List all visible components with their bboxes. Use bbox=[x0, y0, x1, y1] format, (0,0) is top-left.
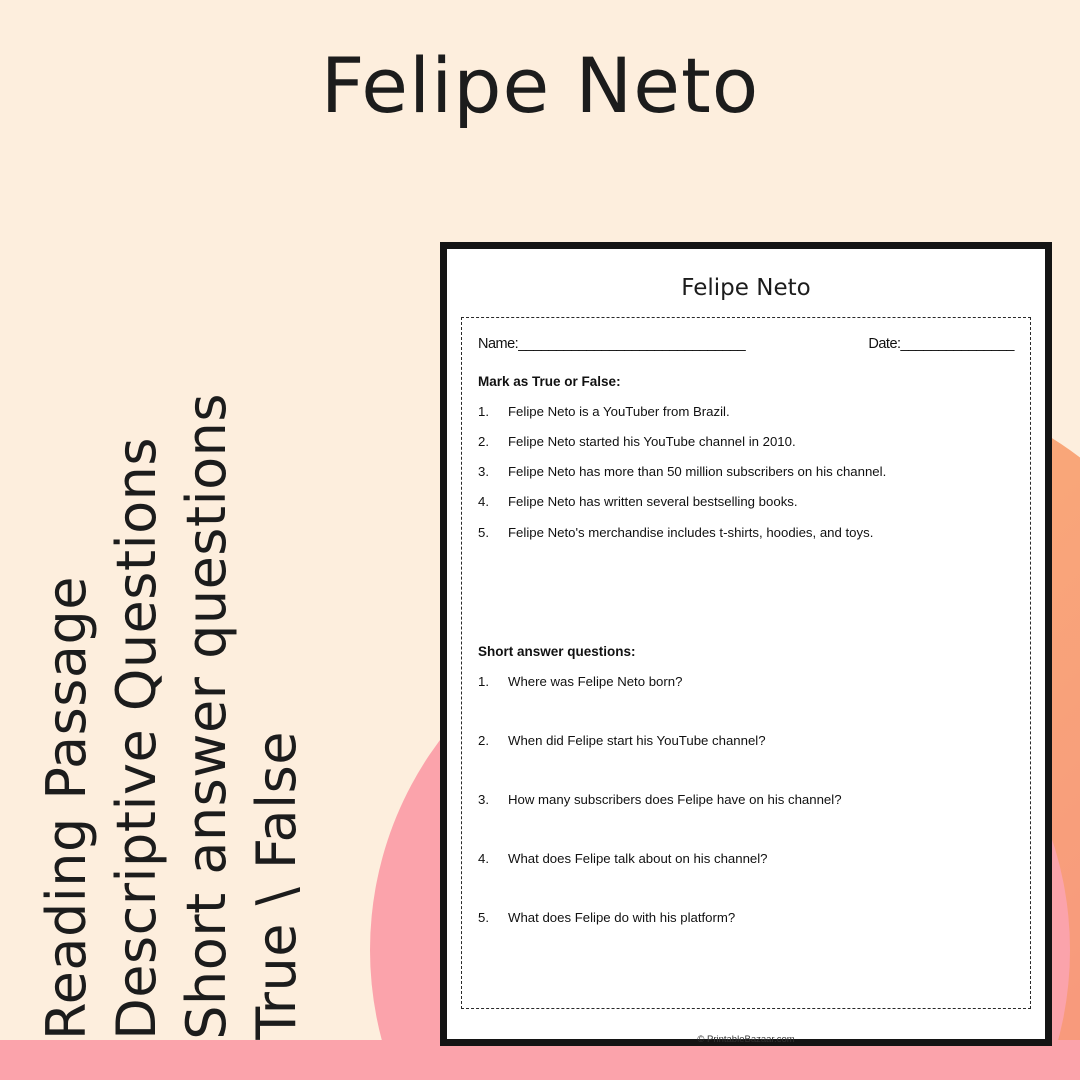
worksheet-content-box bbox=[461, 317, 1031, 1009]
item-number: 1. bbox=[478, 673, 489, 689]
short-answer-list bbox=[478, 673, 1014, 927]
item-text: Felipe Neto has written several bestselling books. bbox=[508, 494, 798, 510]
list-item bbox=[478, 791, 1014, 808]
item-text: When did Felipe start his YouTube channel? bbox=[508, 732, 766, 748]
item-text: Felipe Neto is a YouTuber from Brazil. bbox=[508, 404, 730, 419]
name-date-row bbox=[478, 336, 1014, 352]
list-item bbox=[478, 909, 1014, 926]
true-false-heading: Mark as True or False: bbox=[478, 374, 621, 389]
item-number: 3. bbox=[478, 792, 489, 808]
list-item bbox=[478, 673, 1014, 690]
worksheet-inner bbox=[461, 275, 1031, 1043]
item-text: How many subscribers does Felipe have on his channel? bbox=[508, 792, 842, 808]
item-text: What does Felipe do with his platform? bbox=[508, 910, 736, 926]
list-item bbox=[478, 403, 1014, 420]
list-item bbox=[478, 493, 1014, 510]
list-item bbox=[478, 524, 1014, 541]
item-text: Felipe Neto started his YouTube channel in 2010. bbox=[508, 434, 796, 450]
item-number: 5. bbox=[478, 524, 489, 540]
vertical-feature-labels bbox=[35, 280, 320, 1040]
item-number: 1. bbox=[478, 404, 489, 419]
name-field[interactable]: Name:______________________________ bbox=[478, 336, 746, 352]
true-false-list bbox=[478, 403, 1014, 541]
vertical-label-descriptive-questions: Descriptive Questions bbox=[105, 437, 168, 1040]
list-item bbox=[478, 850, 1014, 867]
answer-space bbox=[478, 554, 1014, 640]
item-number: 5. bbox=[478, 910, 489, 926]
item-text: Felipe Neto has more than 50 million subscribers on his channel. bbox=[508, 464, 887, 480]
item-number: 3. bbox=[478, 464, 489, 480]
worksheet-footer: © PrintableBazaar.com bbox=[697, 1034, 795, 1045]
worksheet-title: Felipe Neto bbox=[681, 275, 811, 301]
list-item bbox=[478, 732, 1014, 749]
bottom-pink-bar bbox=[0, 1040, 1080, 1080]
page-title: Felipe Neto bbox=[320, 41, 760, 130]
item-number: 2. bbox=[478, 434, 489, 450]
short-answer-heading: Short answer questions: bbox=[478, 643, 636, 659]
list-item bbox=[478, 433, 1014, 450]
item-text: What does Felipe talk about on his channel? bbox=[508, 851, 768, 867]
item-number: 4. bbox=[478, 494, 489, 510]
item-number: 4. bbox=[478, 851, 489, 867]
item-number: 2. bbox=[478, 732, 489, 748]
worksheet-sheet bbox=[440, 242, 1052, 1046]
vertical-label-short-answer-questions: Short answer questions bbox=[175, 393, 238, 1040]
vertical-label-true-false: True \ False bbox=[245, 731, 308, 1040]
vertical-label-reading-passage: Reading Passage bbox=[35, 576, 98, 1040]
item-text: Felipe Neto's merchandise includes t-shirts, hoodies, and toys. bbox=[508, 524, 874, 540]
list-item bbox=[478, 463, 1014, 480]
item-text: Where was Felipe Neto born? bbox=[508, 673, 683, 689]
date-field[interactable]: Date:_______________ bbox=[868, 336, 1014, 352]
